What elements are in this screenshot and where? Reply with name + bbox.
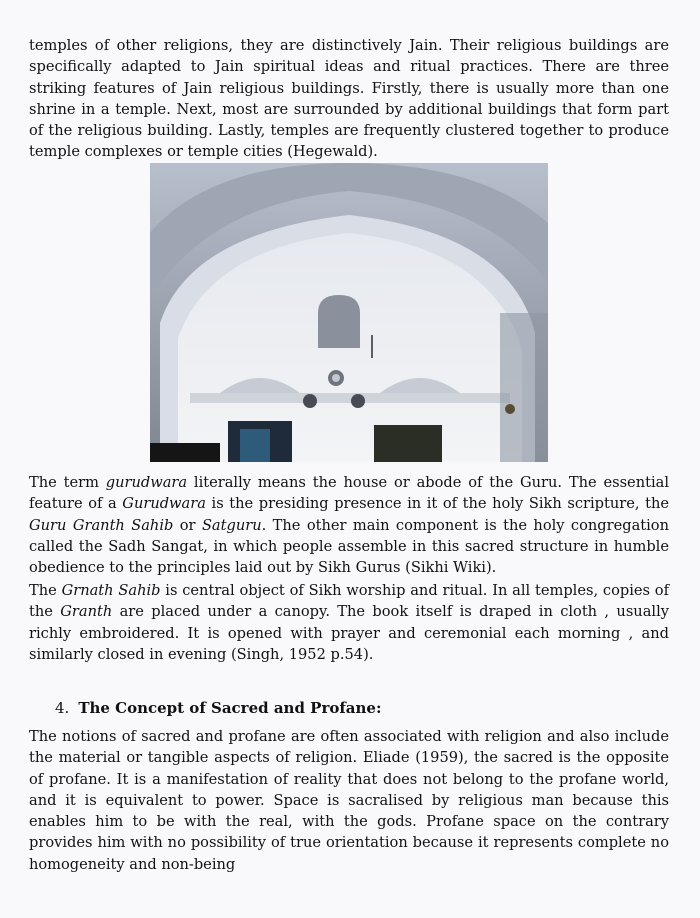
paragraph-jain-temples: temples of other religions, they are distinctively Jain. Their religious buildings are specifically adapted to Jain spiritual ideas and ritual practices. There are three striking features of Jain religious buildings. Firstly, there is usually more than one shrine in a temple. Next, most are surrounded by additional buildings that form part of the religious building. Lastly, temples are frequently clustered together to produce temple complexes or temple cities (Hegewald). bbox=[29, 37, 669, 161]
section-number: 4. bbox=[55, 699, 70, 717]
section-title: The Concept of Sacred and Profane: bbox=[78, 699, 382, 717]
paragraph-sacred-profane: The notions of sacred and profane are often associated with religion and also include the material or tangible aspects of religion. Eliade (1959), the sacred is the opposite of profane. It is a manifestation of reality that does not belong to the profane world, and it is equivalent to power. Space is sacralised by religious man because this enables him to be with the real, with the gods. Profane space on the contrary provides him with no possibility of true orientation because it represents complete no homogeneity and non-being bbox=[29, 728, 669, 873]
paragraph-gurudwara: The term gurudwara literally means the house or abode of the Guru. The essential feature of a Gurudwara is the presiding presence in it of the holy Sikh scripture, the Guru Granth Sahib or Satguru. The other main component is the holy congregation called the Sadh Sangat, in which people assemble in this sacred structure in humble obedience to the principles laid out by Sikh Gurus (Sikhi Wiki). bbox=[29, 474, 669, 577]
section-heading bbox=[55, 698, 382, 719]
gurudwara-interior-photo bbox=[150, 163, 548, 462]
paragraph-granth-sahib: The Grnath Sahib is central object of Sikh worship and ritual. In all temples, copies of the Granth are placed under a canopy. The book itself is draped in cloth , usually richly embroidered. It is opened with prayer and ceremonial each morning , and similarly closed in evening (Singh, 1952 p.54). bbox=[29, 582, 669, 663]
